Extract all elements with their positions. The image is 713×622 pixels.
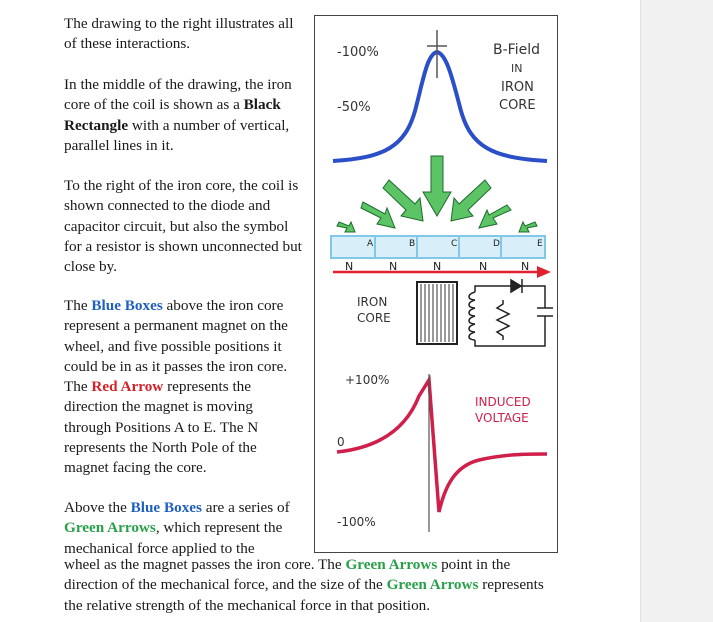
coil-text: To the right of the iron core, the coil is shown connected to the diode and capacitor circuit, but also the symbol for a resistor is shown unconnected but close by. <box>64 177 302 276</box>
voltage-tick-zero: 0 <box>337 435 345 449</box>
iron-core <box>417 282 457 344</box>
iron-core-label-1: IRON <box>357 295 388 309</box>
paragraph-iron-core <box>64 75 302 156</box>
magnet-positions <box>331 236 545 273</box>
green-arrows-term: Green Arrows <box>64 519 156 537</box>
interaction-diagram <box>314 15 558 553</box>
position-c: C <box>451 239 458 249</box>
black-rectangle-term: Black Rectangle <box>64 96 281 134</box>
pole-a: N <box>345 260 354 273</box>
paragraph-force-end <box>64 555 564 616</box>
voltage-tick-plus: +100% <box>345 373 390 387</box>
coil-icon <box>469 292 475 340</box>
voltage-label-1: INDUCED <box>475 395 531 409</box>
coil-circuit <box>469 279 553 346</box>
position-b: B <box>409 239 416 249</box>
force-arrow-e-small <box>519 222 537 232</box>
force-text-continued-3: represents the relative strength of the mechanical force in that position. <box>64 576 544 614</box>
bfield-tick-50: -50% <box>337 100 371 115</box>
intro-text: The drawing to the right illustrates all of these interactions. <box>64 15 294 53</box>
red-direction-arrow <box>333 266 551 278</box>
position-d: D <box>493 239 500 249</box>
blue-boxes-term: Blue Boxes <box>91 297 163 314</box>
green-arrows-term-2: Green Arrows <box>345 556 438 573</box>
force-text-a: Above the <box>64 499 131 516</box>
iron-core-text: In the middle of the drawing, the iron core of the coil is shown as a <box>64 76 292 114</box>
force-text-continued: wheel as the magnet passes the iron core. The <box>64 556 346 573</box>
paragraph-coil <box>64 176 302 277</box>
diagram-svg <box>315 16 557 552</box>
magnet-text-a: The <box>64 297 92 314</box>
force-text-b: are a series of <box>201 499 290 516</box>
red-arrow-term: Red Arrow <box>91 378 164 396</box>
position-a: A <box>367 239 374 249</box>
iron-core-label-2: CORE <box>357 311 391 325</box>
red-arrow-head <box>537 266 551 278</box>
voltage-tick-minus: -100% <box>337 515 376 529</box>
bfield-tick-100: -100% <box>337 45 379 60</box>
force-arrow-e <box>479 205 511 228</box>
pole-b: N <box>389 260 398 273</box>
bfield-label-2: IN <box>511 62 523 75</box>
force-text-c: , which represent the mechanical force applied to the <box>64 519 283 557</box>
force-arrows <box>337 156 537 232</box>
force-arrow-a <box>361 202 395 228</box>
bfield-label-3: IRON <box>501 80 534 95</box>
pole-c: N <box>433 260 442 273</box>
force-text-continued-2: point in the direction of the mechanical force, and the size of the <box>64 556 511 594</box>
green-arrows-term-4: Green Arrows <box>386 576 479 594</box>
pole-d: N <box>479 260 488 273</box>
paragraph-force-start <box>64 498 314 560</box>
bfield-label-1: B-Field <box>493 42 540 58</box>
pole-e: N <box>521 260 530 273</box>
right-scrollbar-area[interactable] <box>640 0 713 622</box>
magnet-text-c: represents the direction the magnet is moving through Positions A to E. The N represents the North Pole of the magnet facing the core. <box>64 378 259 477</box>
diode-icon <box>511 280 521 292</box>
magnet-track <box>331 236 545 258</box>
resistor-icon <box>497 300 509 340</box>
force-arrow-a-small <box>337 222 355 232</box>
blue-boxes-term-2: Blue Boxes <box>130 499 202 516</box>
magnet-text-b: above the iron core represent a permanent magnet on the wheel, and five possible positions it could be in as it passes the iron core. The <box>64 297 288 396</box>
paragraph-magnet <box>64 296 302 479</box>
iron-core-text-end: with a number of vertical, parallel lines in it. <box>64 116 290 154</box>
voltage-label-2: VOLTAGE <box>475 411 529 425</box>
bfield-label-4: CORE <box>499 98 536 113</box>
circuit-wire <box>475 286 545 346</box>
position-e: E <box>537 239 543 249</box>
force-arrow-c <box>423 156 451 216</box>
paragraph-intro <box>64 14 302 55</box>
